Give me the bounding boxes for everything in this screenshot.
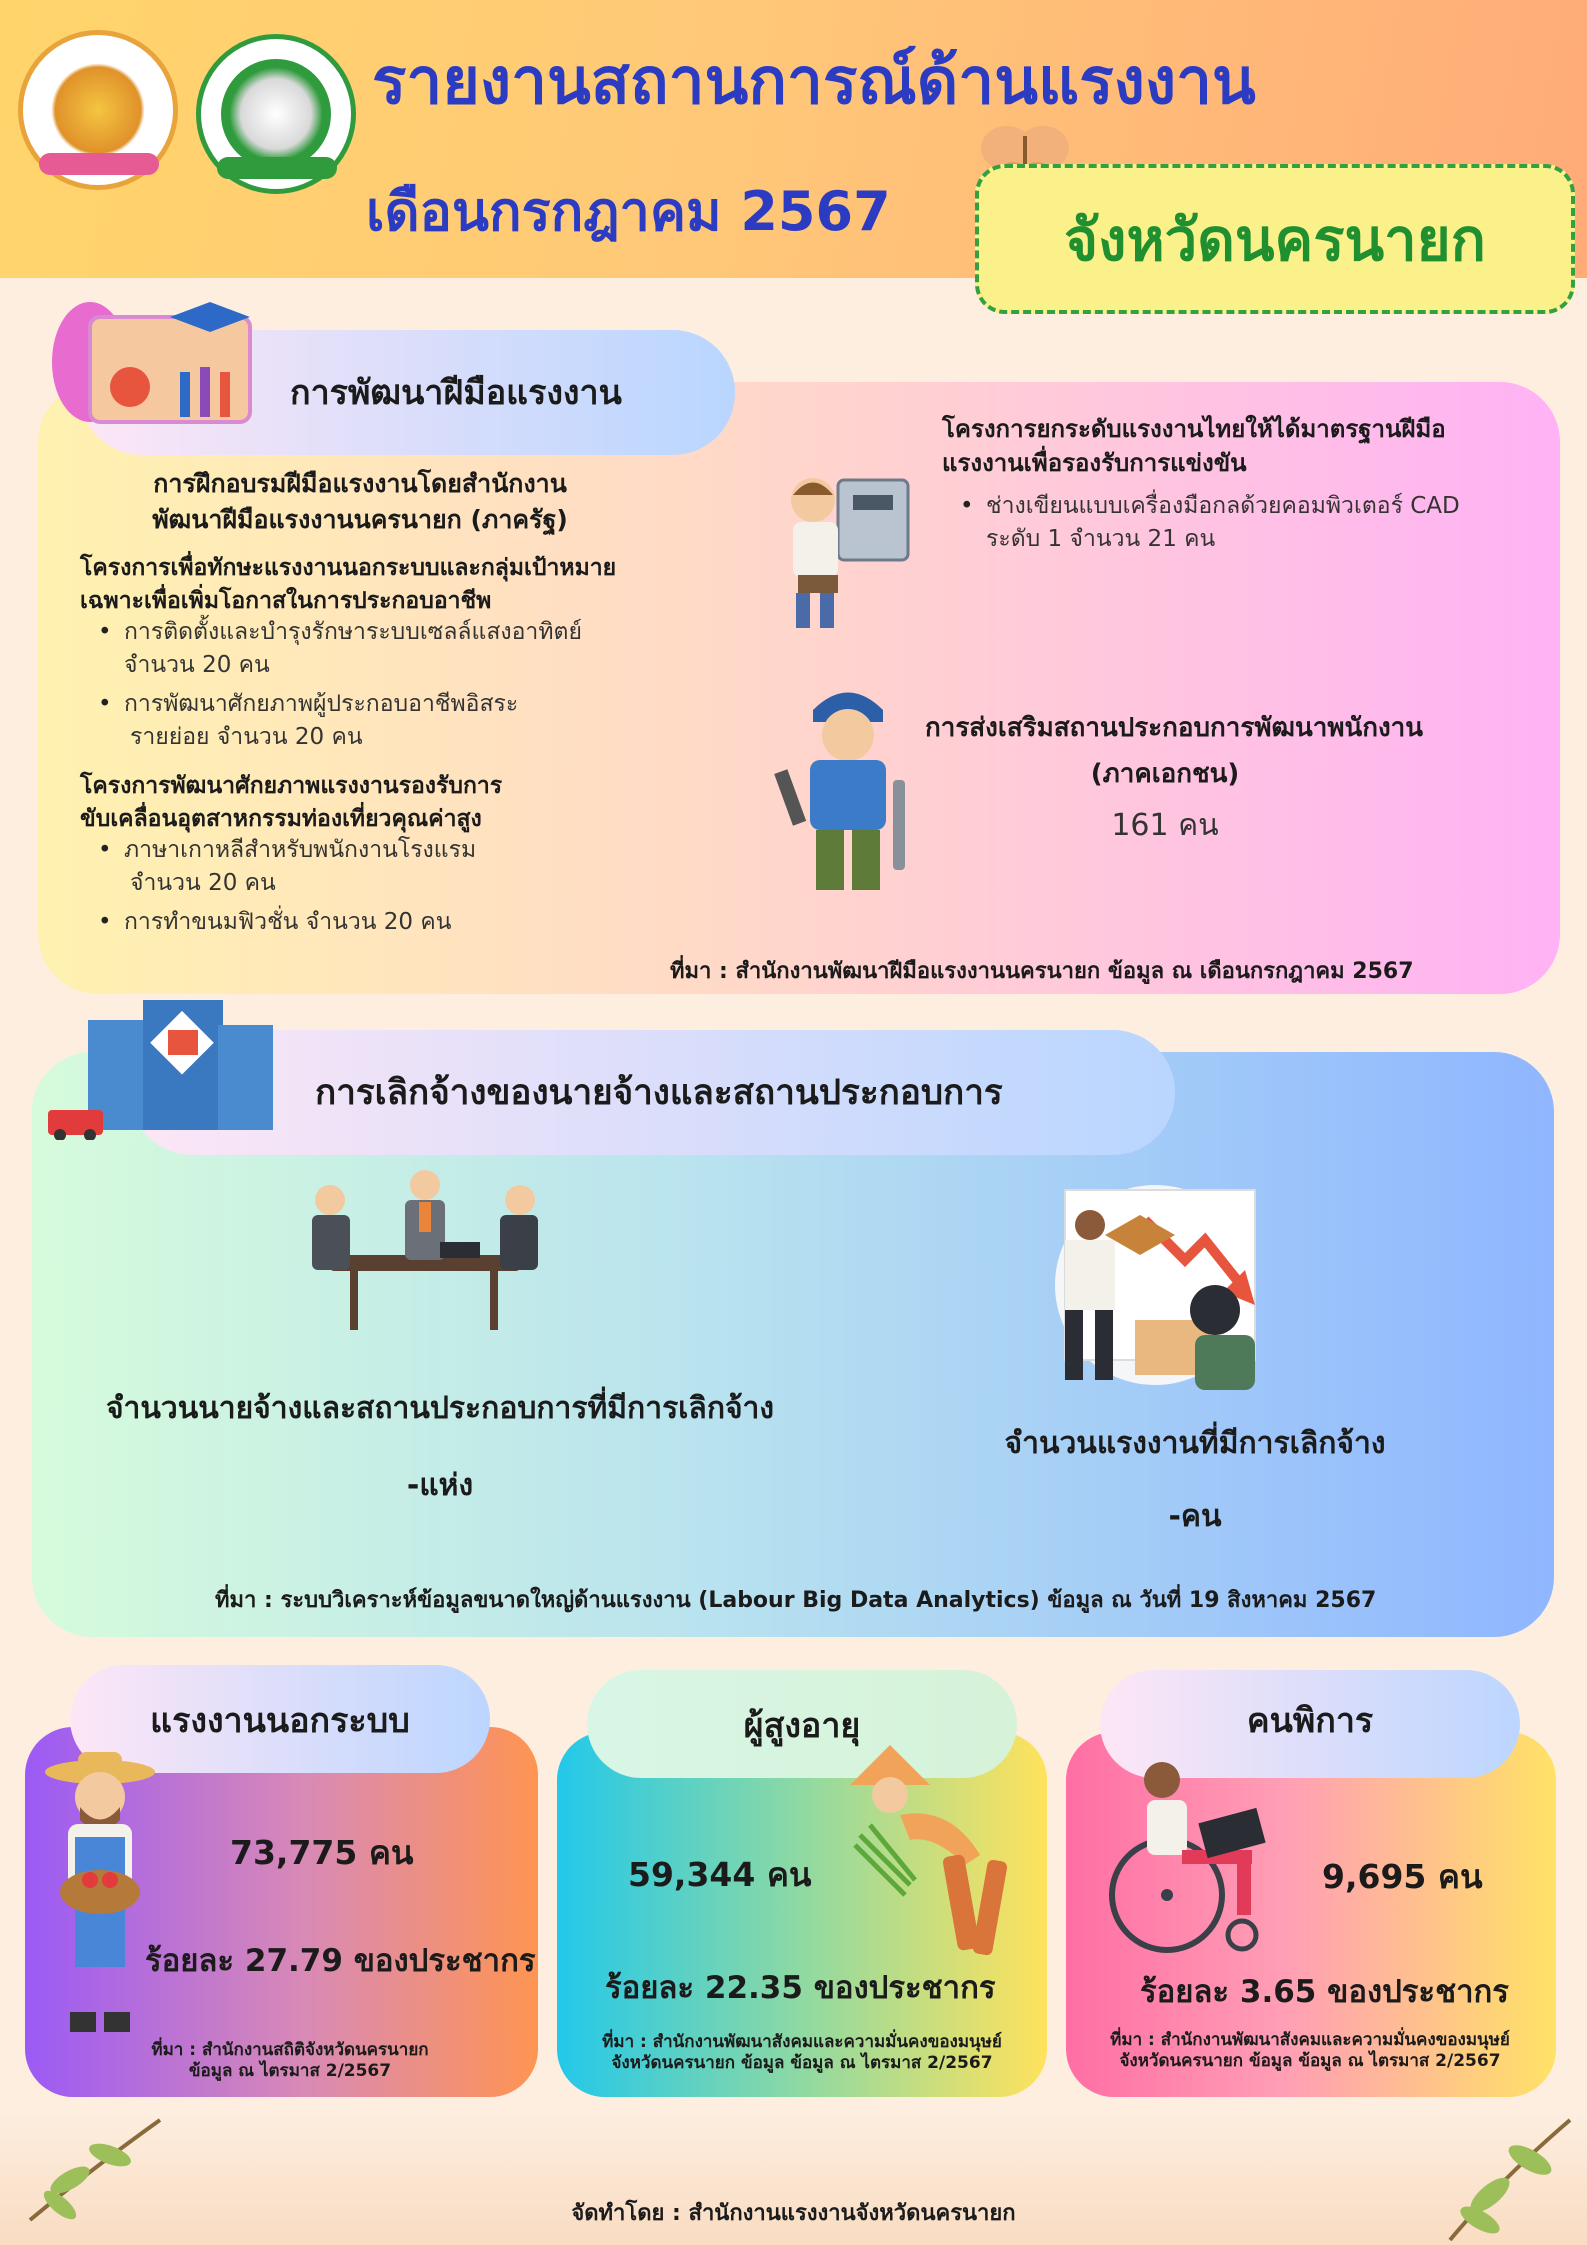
source-line: ที่มา : สำนักงานพัฒนาสังคมและความมั่นคงของมนุษย์ xyxy=(1110,2030,1510,2050)
bullet-icon: • xyxy=(98,691,112,717)
disabled-percent: ร้อยละ 3.65 ของประชากร xyxy=(1140,1974,1509,2010)
elderly-source xyxy=(582,2032,1022,2074)
logo-ribbon xyxy=(217,157,337,179)
list-item xyxy=(98,906,452,939)
farmer-icon xyxy=(40,1742,160,2042)
source-line: จังหวัดนครนายก ข้อมูล ข้อมูล ณ ไตรมาส 2/2567 xyxy=(1119,2051,1501,2071)
public-training-heading xyxy=(100,466,620,538)
bullet-icon: • xyxy=(98,619,112,645)
item-line: ภาษาเกาหลีสำหรับพนักงานโรงแรม xyxy=(124,837,477,863)
disabled-count: 9,695 คน xyxy=(1322,1857,1483,1896)
elderly-percent: ร้อยละ 22.35 ของประชากร xyxy=(605,1970,996,2006)
private-sector-count: 161 คน xyxy=(1111,808,1219,843)
employer-termination-label: จำนวนนายจ้างและสถานประกอบการที่มีการเลิกจ้าง xyxy=(105,1391,775,1426)
upskill-project-title xyxy=(942,412,1446,480)
item-line: จำนวน 20 คน xyxy=(124,652,270,678)
item-line: รายย่อย จำนวน 20 คน xyxy=(130,724,363,750)
informal-labour-count: 73,775 คน xyxy=(230,1833,414,1872)
title-line: โครงการเพื่อทักษะแรงงานนอกระบบและกลุ่มเป้าหมาย xyxy=(80,555,617,581)
item-line: การติดตั้งและบำรุงรักษาระบบเซลล์แสงอาทิตย์ xyxy=(124,619,582,645)
bullet-icon: • xyxy=(98,837,112,863)
heading-line: พัฒนาฝีมือแรงงานนครนายก (ภาครัฐ) xyxy=(152,505,568,534)
nakhon-nayok-logo xyxy=(196,34,356,194)
emblem-icon xyxy=(43,55,153,165)
termination-source: ที่มา : ระบบวิเคราะห์ข้อมูลขนาดใหญ่ด้านแรงงาน (Labour Big Data Analytics) ข้อมูล ณ วันที่ 19 สิงหาคม 2567 xyxy=(215,1588,1377,1613)
title-line: แรงงานเพื่อรองรับการแข่งขัน xyxy=(942,449,1247,477)
item-line: การทำขนมฟิวชั่น จำนวน 20 คน xyxy=(124,909,452,935)
elderly-title: ผู้สูงอายุ xyxy=(743,1706,861,1746)
mechanic-icon xyxy=(768,680,928,905)
disabled-title: คนพิการ xyxy=(1246,1701,1374,1741)
elephant-icon xyxy=(221,59,331,169)
worker-termination-count: -คน xyxy=(1168,1499,1222,1534)
report-month: เดือนกรกฎาคม 2567 xyxy=(366,180,891,243)
layoff-icon xyxy=(1045,1180,1265,1395)
page-title: รายงานสถานการณ์ด้านแรงงาน xyxy=(372,45,1256,119)
list-item xyxy=(98,616,582,682)
source-line: จังหวัดนครนายก ข้อมูล ข้อมูล ณ ไตรมาส 2/2567 xyxy=(611,2053,993,2073)
informal-labour-percent: ร้อยละ 27.79 ของประชากร xyxy=(145,1943,536,1979)
office-building-icon xyxy=(48,990,313,1140)
informal-labour-title: แรงงานนอกระบบ xyxy=(150,1701,410,1741)
province-box xyxy=(975,164,1575,314)
item-line: จำนวน 20 คน xyxy=(130,870,276,896)
wheelchair-icon xyxy=(1092,1755,1302,1955)
province-name: จังหวัดนครนายก xyxy=(1064,205,1486,274)
training-certificate-icon xyxy=(50,292,275,432)
title-line: (ภาคเอกชน) xyxy=(1090,759,1240,789)
project2-title xyxy=(80,770,502,836)
informal-labour-source xyxy=(140,2040,440,2082)
source-line: ที่มา : สำนักงานสถิติจังหวัดนครนายก xyxy=(151,2040,429,2060)
technician-icon xyxy=(768,460,918,640)
title-line: โครงการยกระดับแรงงานไทยให้ได้มาตรฐานฝีมือ xyxy=(942,415,1446,443)
heading-line: การฝึกอบรมฝีมือแรงงานโดยสำนักงาน xyxy=(153,469,567,498)
skills-section-title: การพัฒนาฝีมือแรงงาน xyxy=(290,373,622,413)
title-line: โครงการพัฒนาศักยภาพแรงงานรองรับการ xyxy=(80,773,503,799)
bullet-icon: • xyxy=(960,493,974,519)
source-line: ที่มา : สำนักงานพัฒนาสังคมและความมั่นคงของมนุษย์ xyxy=(602,2032,1002,2052)
private-sector-title xyxy=(925,705,1424,797)
list-item xyxy=(98,688,519,754)
elderly-farmer-icon xyxy=(830,1745,1040,1975)
list-item xyxy=(98,834,477,900)
title-line: ขับเคลื่อนอุตสาหกรรมท่องเที่ยวคุณค่าสูง xyxy=(80,806,482,832)
item-line: ช่างเขียนแบบเครื่องมือกลด้วยคอมพิวเตอร์ CAD xyxy=(986,493,1460,519)
project1-title xyxy=(80,552,616,618)
business-meeting-icon xyxy=(290,1170,560,1345)
item-line: ระดับ 1 จำนวน 21 คน xyxy=(986,526,1216,552)
worker-termination-label: จำนวนแรงงานที่มีการเลิกจ้าง xyxy=(1004,1426,1386,1461)
list-item xyxy=(960,490,1460,556)
skills-source: ที่มา : สำนักงานพัฒนาฝีมือแรงงานนครนายก ข้อมูล ณ เดือนกรกฎาคม 2567 xyxy=(670,959,1414,984)
termination-section-title: การเลิกจ้างของนายจ้างและสถานประกอบการ xyxy=(315,1073,1003,1113)
source-line: ข้อมูล ณ ไตรมาส 2/2567 xyxy=(188,2061,392,2081)
logo-ribbon xyxy=(39,153,159,175)
disabled-source xyxy=(1100,2030,1520,2072)
footer-credit: จัดทำโดย : สำนักงานแรงงานจังหวัดนครนายก xyxy=(571,2201,1016,2226)
ministry-of-labour-logo xyxy=(18,30,178,190)
elderly-count: 59,344 คน xyxy=(628,1855,812,1894)
title-line: การส่งเสริมสถานประกอบการพัฒนาพนักงาน xyxy=(925,713,1424,743)
bullet-icon: • xyxy=(98,909,112,935)
employer-termination-count: -แห่ง xyxy=(406,1468,474,1503)
title-line: เฉพาะเพื่อเพิ่มโอกาสในการประกอบอาชีพ xyxy=(80,588,492,614)
item-line: การพัฒนาศักยภาพผู้ประกอบอาชีพอิสระ xyxy=(124,691,519,717)
